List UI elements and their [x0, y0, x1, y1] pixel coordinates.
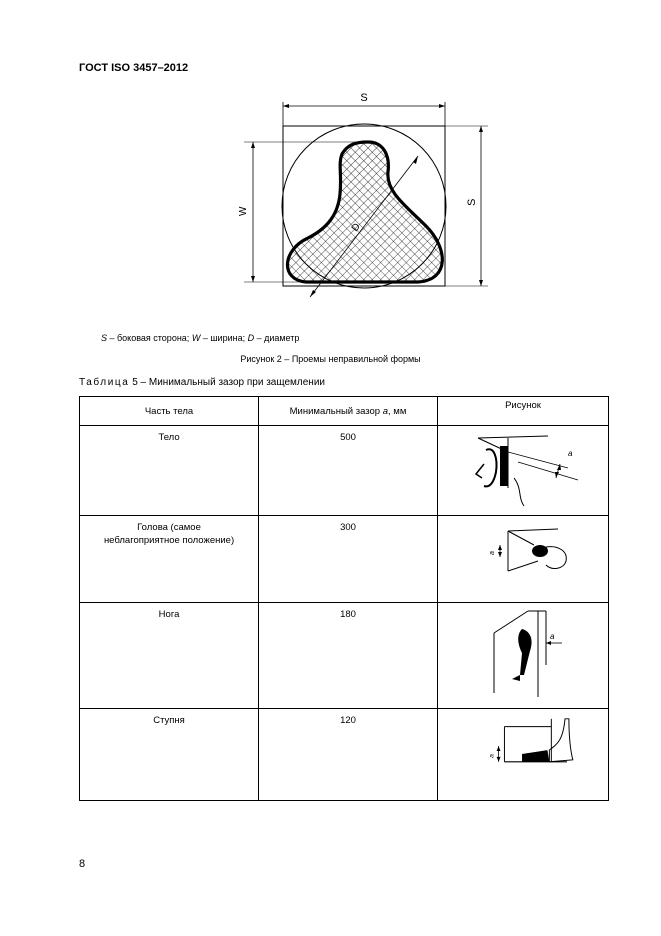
cell-gap: 300 — [259, 516, 438, 603]
legend-d-symbol: D — [247, 333, 255, 343]
dimension-a: a — [488, 551, 496, 555]
dimension-s-side: S — [466, 198, 478, 206]
foot-pinch-illustration — [438, 711, 608, 795]
body-pinch-illustration — [438, 428, 608, 512]
cell-body-part: Нога — [80, 603, 259, 709]
header-min-gap — [259, 397, 438, 426]
clearance-table — [79, 396, 609, 801]
legend-s-text: – боковая сторона; — [107, 333, 192, 343]
legend-d-text: – диаметр — [254, 333, 300, 343]
dimension-a: a — [488, 754, 496, 758]
header-gap-pre: Минимальный зазор — [289, 405, 383, 417]
cell-body-part: Тело — [80, 426, 259, 516]
table-row — [80, 709, 609, 801]
table-row — [80, 603, 609, 709]
table-title — [79, 377, 325, 388]
table-title-rest: 5 – Минимальный зазор при защемлении — [129, 377, 325, 388]
cell-gap: 500 — [259, 426, 438, 516]
cell-body-part — [80, 516, 259, 603]
legend-w-text: – ширина; — [200, 333, 248, 343]
table-title-word: Таблица — [79, 377, 130, 388]
cell-body-part: Ступня — [80, 709, 259, 801]
legend-s-symbol: S — [101, 333, 108, 343]
cell-picture — [437, 603, 608, 709]
dimension-w: W — [238, 206, 249, 216]
dimension-a: a — [549, 632, 555, 641]
head-pinch-illustration — [438, 518, 608, 602]
cell-body-part-line1: Голова (самое — [137, 522, 201, 533]
table-row — [80, 516, 609, 603]
legend-w-symbol: W — [191, 333, 201, 343]
dimension-s-top: S — [360, 92, 368, 104]
table-row — [80, 426, 609, 516]
header-gap-symbol: a — [382, 405, 389, 417]
dimension-d: D — [349, 221, 363, 234]
cell-picture — [437, 426, 608, 516]
cell-body-part-line2: неблагоприятное положение) — [103, 535, 235, 546]
figure-legend — [101, 333, 299, 343]
table-header-row — [80, 397, 609, 426]
cell-picture — [437, 709, 608, 801]
cell-gap: 180 — [259, 603, 438, 709]
header-body-part: Часть тела — [80, 397, 259, 426]
document-header: ГОСТ ISO 3457–2012 — [79, 62, 189, 74]
cell-gap: 120 — [259, 709, 438, 801]
irregular-opening-figure — [228, 84, 498, 304]
cell-picture — [437, 516, 608, 603]
figure-caption: Рисунок 2 – Проемы неправильной формы — [240, 354, 421, 364]
header-gap-post: , мм — [388, 405, 407, 417]
header-picture: Рисунок — [437, 397, 608, 426]
dimension-a: a — [567, 449, 573, 458]
page-number: 8 — [79, 858, 86, 870]
leg-pinch-illustration — [438, 605, 608, 705]
